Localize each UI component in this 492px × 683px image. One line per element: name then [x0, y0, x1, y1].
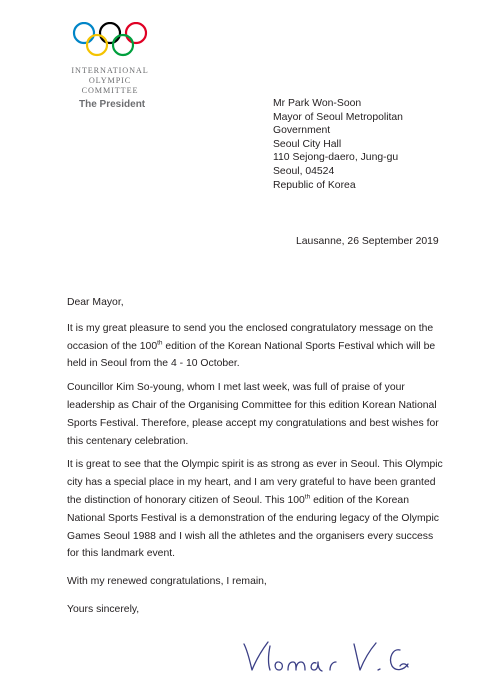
paragraph-3-end: edition of the Korean National Sports Festival is a demonstration of the enduring legacy of the Olympic Games Seoul 1988 and I wish all the athletes and the organisers every success for this landmark event.: [67, 494, 439, 560]
paragraph-1: [67, 320, 447, 373]
ordinal-suffix: th: [304, 493, 311, 501]
paragraph-3: [67, 456, 447, 563]
address-line: 110 Sejong-daero, Jung-gu: [273, 152, 399, 164]
address-line: Seoul, 04524: [273, 165, 335, 177]
paragraph-1-start: It is my great pleasure to send you the enclosed congratulatory message on the occasion of the 100: [67, 322, 434, 352]
letter-body: [67, 294, 447, 619]
ordinal-suffix: th: [157, 339, 163, 347]
paragraph-2: Councillor Kim So-young, whom I met last week, was full of praise of your leadership as Chair of the Organising Committee for this edition Korean National Sports Festival. Therefore, please accept my congratulations and best wishes for this centenary celebration.: [67, 382, 439, 447]
address-line: Seoul City Hall: [273, 138, 342, 150]
org-line-1: INTERNATIONAL: [71, 66, 149, 75]
closing-line: With my renewed congratulations, I remain,: [67, 576, 267, 588]
paragraph-1-end: edition of the Korean National Sports Festival which will be held in Seoul from the 4 - 10 October.: [67, 340, 436, 370]
handwritten-signature: [230, 630, 430, 682]
paragraph-3-start: It is great to see that the Olympic spirit is as strong as ever in Seoul. This Olympic city has a special place in my heart, and I am very grateful to have been granted the distinction of honorary citizen of Seoul. This 100: [67, 459, 443, 506]
letter-date: Lausanne, 26 September 2019: [296, 236, 439, 247]
address-line: Government: [273, 125, 331, 137]
address-line: Mr Park Won-Soon: [273, 98, 362, 109]
recipient-address: [273, 97, 453, 192]
olympic-rings-logo: [72, 22, 148, 58]
org-line-2: OLYMPIC: [88, 76, 132, 85]
organisation-name: [62, 66, 158, 96]
sign-off: Yours sincerely,: [67, 603, 140, 615]
sender-role: The President: [79, 99, 146, 110]
address-line: Mayor of Seoul Metropolitan: [273, 111, 403, 123]
address-line: Republic of Korea: [273, 179, 356, 191]
salutation: Dear Mayor,: [67, 297, 124, 308]
org-line-3: COMMITTEE: [81, 86, 139, 95]
